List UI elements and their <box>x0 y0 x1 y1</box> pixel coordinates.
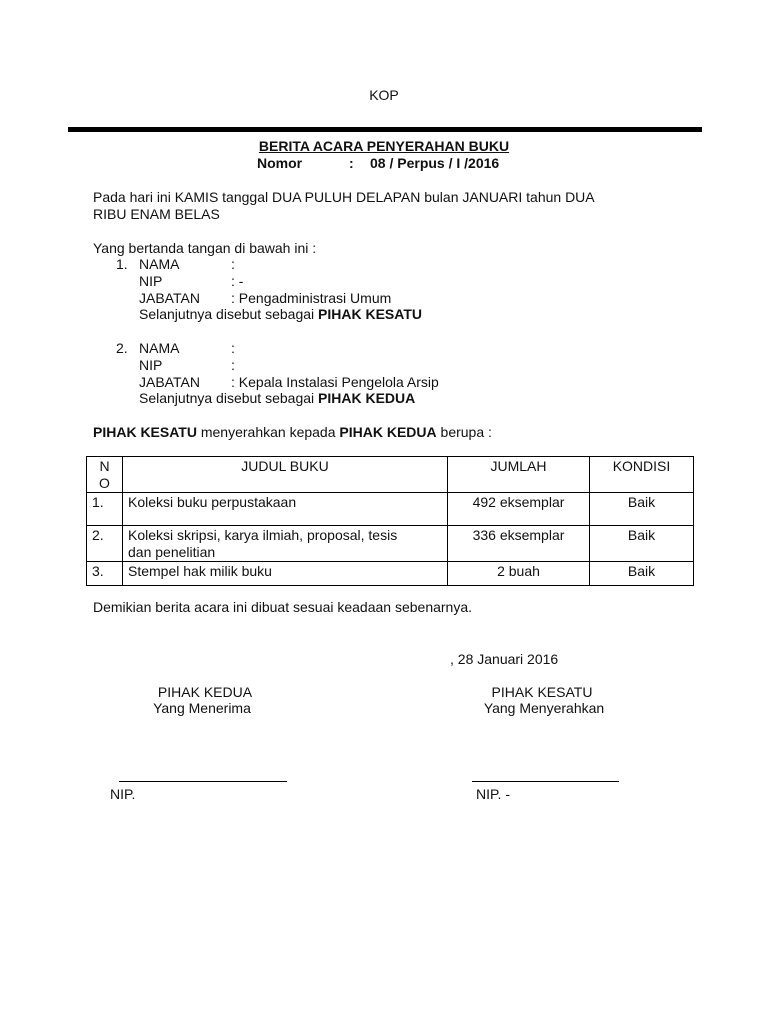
header-condition: KONDISI <box>590 457 694 493</box>
party-1-designation-prefix: Selanjutnya disebut sebagai <box>139 306 319 322</box>
items-table <box>86 456 694 586</box>
closing-statement: Demikian berita acara ini dibuat sesuai keadaan sebenarnya. <box>93 599 473 615</box>
party-1-designation <box>139 306 422 323</box>
row-3-condition: Baik <box>590 562 694 586</box>
party-2-nama-value: : <box>231 340 235 356</box>
table-header-row <box>87 457 694 493</box>
signature-left-line <box>119 781 287 782</box>
row-2-title <box>123 526 448 562</box>
party-1-nama-label: NAMA <box>139 256 180 272</box>
handover-suffix: berupa : <box>436 424 492 440</box>
signature-right-role: Yang Menyerahkan <box>483 700 605 716</box>
nomor-label: Nomor <box>257 155 303 171</box>
party-1-nip-value: : - <box>231 273 244 289</box>
party-2-nip-value: : <box>231 357 235 373</box>
table-row <box>87 493 694 526</box>
party-2-designation-name: PIHAK KEDUA <box>318 390 416 406</box>
party-2-nama-label: NAMA <box>139 340 180 356</box>
handover-party-1: PIHAK KESATU <box>93 424 197 440</box>
party-2-jabatan-value: : Kepala Instalasi Pengelola Arsip <box>231 374 439 390</box>
header-title: JUDUL BUKU <box>123 457 448 493</box>
row-2-title-line-2: dan penelitian <box>128 544 216 560</box>
opening-line-1: Pada hari ini KAMIS tanggal DUA PULUH DELAPAN bulan JANUARI tahun DUA <box>93 189 595 205</box>
header-no-line-2: O <box>99 475 110 491</box>
signature-left-party: PIHAK KEDUA <box>157 684 253 700</box>
signature-right-party: PIHAK KESATU <box>491 684 593 700</box>
row-1-title: Koleksi buku perpustakaan <box>123 493 448 526</box>
party-1-designation-name: PIHAK KESATU <box>318 306 422 322</box>
header-no-line-1: N <box>99 458 110 474</box>
row-3-no: 3. <box>87 562 123 586</box>
signing-date: , 28 Januari 2016 <box>450 651 559 667</box>
party-1-jabatan-label: JABATAN <box>139 290 200 306</box>
handover-party-2: PIHAK KEDUA <box>339 424 437 440</box>
signature-right-nip: NIP. - <box>476 786 510 802</box>
intro-text: Yang bertanda tangan di bawah ini : <box>93 240 317 256</box>
header-qty: JUMLAH <box>448 457 590 493</box>
row-1-condition: Baik <box>590 493 694 526</box>
table-row <box>87 562 694 586</box>
party-2-designation <box>139 390 415 407</box>
signature-left-role: Yang Menerima <box>153 700 251 716</box>
opening-line-2: RIBU ENAM BELAS <box>93 206 220 222</box>
handover-text: menyerahkan kepada <box>196 424 340 440</box>
handover-statement <box>93 424 492 441</box>
row-2-qty: 336 eksemplar <box>448 526 590 562</box>
row-3-title: Stempel hak milik buku <box>123 562 448 586</box>
row-1-qty: 492 eksemplar <box>448 493 590 526</box>
party-1-number: 1. <box>116 256 128 272</box>
party-1-jabatan-value: : Pengadministrasi Umum <box>231 290 392 306</box>
row-2-title-line-1: Koleksi skripsi, karya ilmiah, proposal, tesis <box>128 527 398 543</box>
table-row <box>87 526 694 562</box>
header-divider <box>68 127 702 132</box>
row-2-no: 2. <box>87 526 123 562</box>
party-2-designation-prefix: Selanjutnya disebut sebagai <box>139 390 319 406</box>
document-title: BERITA ACARA PENYERAHAN BUKU <box>258 138 510 154</box>
party-2-number: 2. <box>116 340 128 356</box>
party-2-nip-label: NIP <box>139 357 163 373</box>
party-1-nip-label: NIP <box>139 273 163 289</box>
signature-left-nip: NIP. <box>110 786 136 802</box>
header-no <box>87 457 123 493</box>
letterhead-placeholder: KOP <box>369 87 399 103</box>
signature-right-line <box>472 781 619 782</box>
row-1-no: 1. <box>87 493 123 526</box>
document-number <box>257 155 499 172</box>
nomor-value: 08 / Perpus / I /2016 <box>370 155 500 171</box>
nomor-colon: : <box>349 155 354 171</box>
row-3-qty: 2 buah <box>448 562 590 586</box>
party-1-nama-value: : <box>231 256 235 272</box>
row-2-condition: Baik <box>590 526 694 562</box>
party-2-jabatan-label: JABATAN <box>139 374 200 390</box>
